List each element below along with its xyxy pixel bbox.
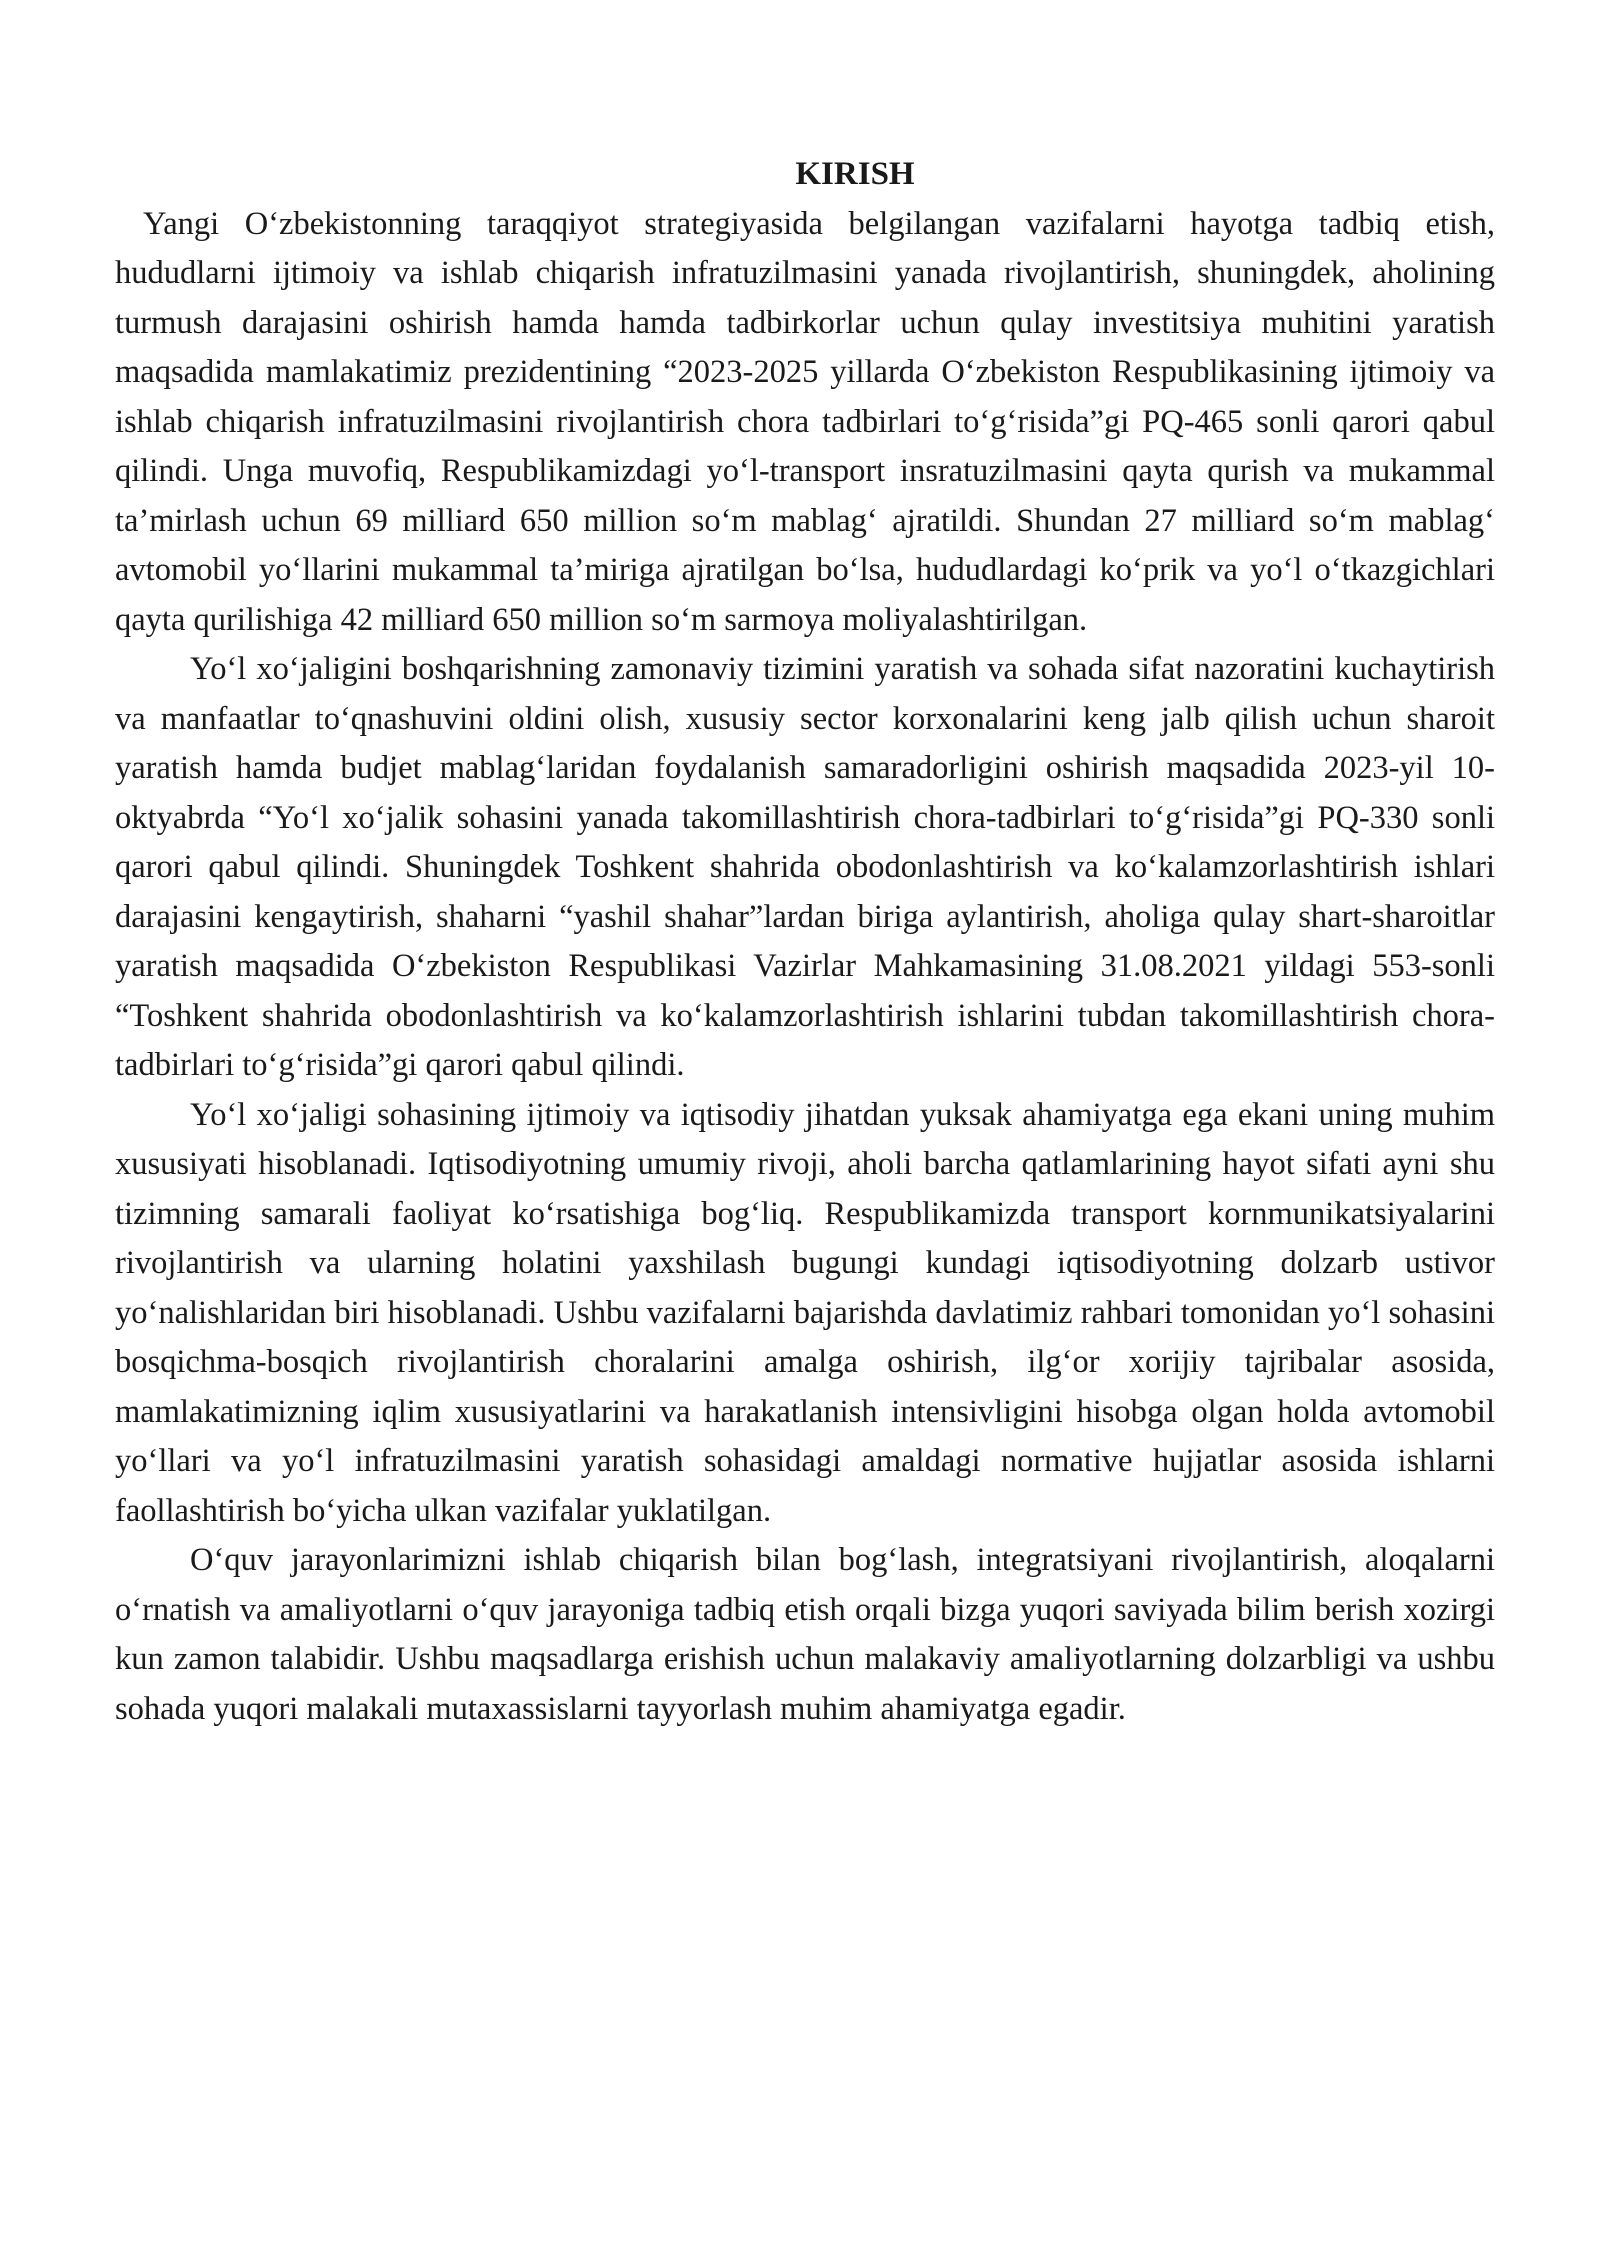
paragraph-1: Yangi O‘zbekistonning taraqqiyot strategiyasida belgilangan vazifalarni hayotga tadbiq etish, hududlarni ijtimoiy va ishlab chiqarish infratuzilmasini yanada rivojlantirish, shuningdek, aholining turmush darajasini oshirish hamda hamda tadbirkorlar uchun qulay investitsiya muhitini yaratish maqsadida mamlakatimiz prezidentining “2023-2025 yillarda O‘zbekiston Respublikasining ijtimoiy va ishlab chiqarish infratuzilmasini rivojlantirish chora tadbirlari to‘g‘risida”gi PQ-465 sonli qarori qabul qilindi. Unga muvofiq, Respublikamizdagi yo‘l-transport insratuzilmasini qayta qurish va mukammal ta’mirlash uchun 69 milliard 650 million so‘m mablag‘ ajratildi. Shundan 27 milliard so‘m mablag‘ avtomobil yo‘llarini mukammal ta’miriga ajratilgan bo‘lsa, hududlardagi ko‘prik va yo‘l o‘tkazgichlari qayta qurilishiga 42 milliard 650 million so‘m sarmoya moliyalashtirilgan. [115,205,1495,638]
document-page [115,150,1495,1734]
paragraph-3: Yo‘l xo‘jaligi sohasining ijtimoiy va iqtisodiy jihatdan yuksak ahamiyatga ega ekani uning muhim xususiyati hisoblanadi. Iqtisodiyotning umumiy rivoji, aholi barcha qatlamlarining hayot sifati ayni shu tizimning samarali faoliyat ko‘rsatishiga bog‘liq. Respublikamizda transport kornmunikatsiyalarini rivojlantirish va ularning holatini yaxshilash bugungi kundagi iqtisodiyotning dolzarb ustivor yo‘nalishlaridan biri hisoblanadi. Ushbu vazifalarni bajarishda davlatimiz rahbari tomonidan yo‘l sohasini bosqichma-bosqich rivojlantirish choralarini amalga oshirish, ilg‘or xorijiy tajribalar asosida, mamlakatimizning iqlim xususiyatlarini va harakatlanish intensivligini hisobga olgan holda avtomobil yo‘llari va yo‘l infratuzilmasini yaratish sohasidagi amaldagi normative hujjatlar asosida ishlarni faollashtirish bo‘yicha ulkan vazifalar yuklatilgan. [115,1096,1495,1529]
paragraph-2: Yo‘l xo‘jaligini boshqarishning zamonaviy tizimini yaratish va sohada sifat nazoratini kuchaytirish va manfaatlar to‘qnashuvini oldini olish, xususiy sector korxonalarini keng jalb qilish uchun sharoit yaratish hamda budjet mablag‘laridan foydalanish samaradorligini oshirish maqsadida 2023-yil 10-oktyabrda “Yo‘l xo‘jalik sohasini yanada takomillashtirish chora-tadbirlari to‘g‘risida”gi PQ-330 sonli qarori qabul qilindi. Shuningdek Toshkent shahrida obodonlashtirish va ko‘kalamzorlashtirish ishlari darajasini kengaytirish, shaharni “yashil shahar”lardan biriga aylantirish, aholiga qulay shart-sharoitlar yaratish maqsadida O‘zbekiston Respublikasi Vazirlar Mahkamasining 31.08.2021 yildagi 553-sonli “Toshkent shahrida obodonlashtirish va ko‘kalamzorlashtirish ishlarini tubdan takomillashtirish chora-tadbirlari to‘g‘risida”gi qarori qabul qilindi. [115,651,1495,1083]
paragraph-4: O‘quv jarayonlarimizni ishlab chiqarish bilan bog‘lash, integratsiyani rivojlantirish, aloqalarni o‘rnatish va amaliyotlarni o‘quv jarayoniga tadbiq etish orqali bizga yuqori saviyada bilim berish xozirgi kun zamon talabidir. Ushbu maqsadlarga erishish uchun malakaviy amaliyotlarning dolzarbligi va ushbu sohada yuqori malakali mutaxassislarni tayyorlash muhim ahamiyatga egadir. [115,1542,1495,1727]
document-title: KIRISH [795,156,915,192]
